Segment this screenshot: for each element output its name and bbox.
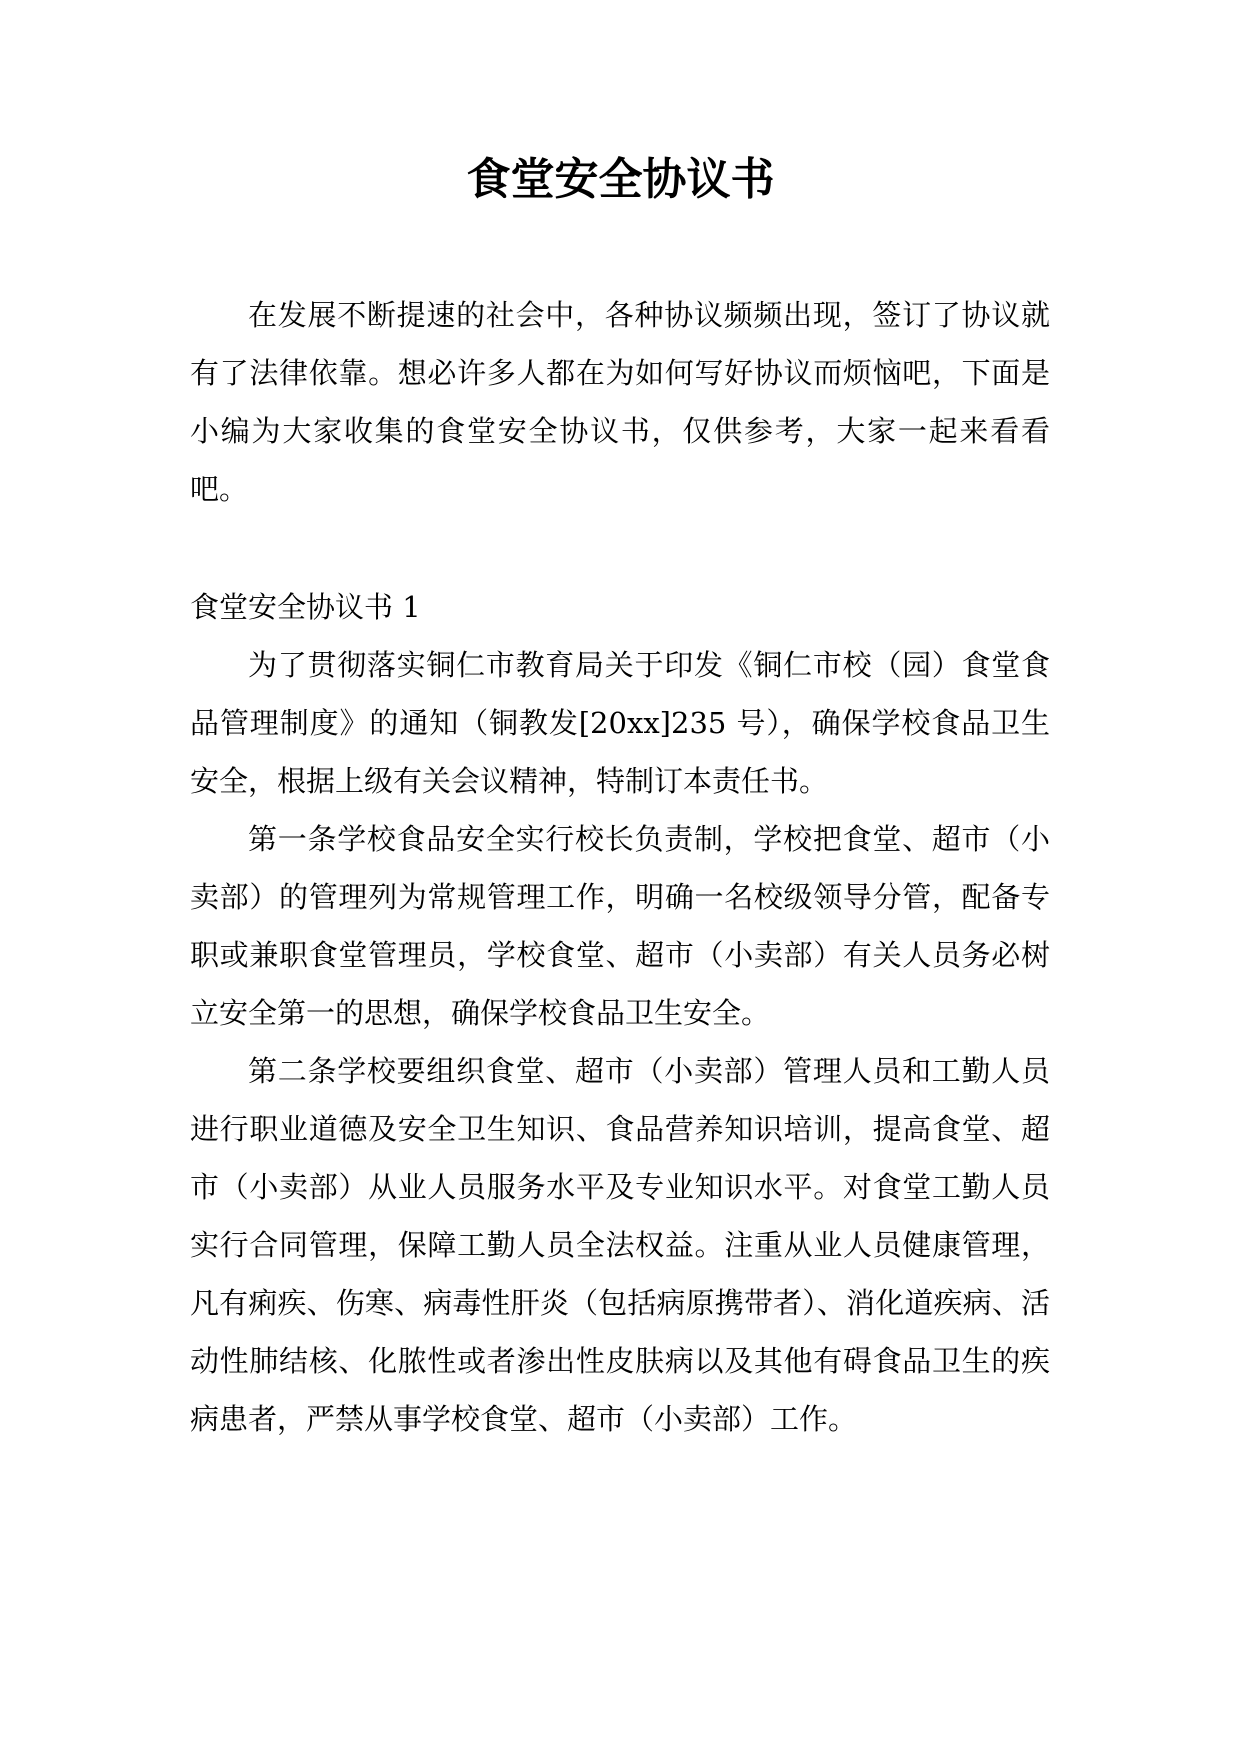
section-heading: 食堂安全协议书 1 (190, 590, 421, 624)
paragraph-article-1: 第一条学校食品安全实行校长负责制，学校把食堂、超市（小卖部）的管理列为常规管理工作，明确一名校级领导分管，配备专职或兼职食堂管理员，学校食堂、超市（小卖部）有关人员务必树立安全第一的思想，确保学校食品卫生安全。 (190, 822, 1050, 1030)
paragraph-article-2: 第二条学校要组织食堂、超市（小卖部）管理人员和工勤人员进行职业道德及安全卫生知识、食品营养知识培训，提高食堂、超市（小卖部）从业人员服务水平及专业知识水平。对食堂工勤人员实行合同管理，保障工勤人员全法权益。注重从业人员健康管理，凡有痢疾、伤寒、病毒性肝炎（包括病原携带者）、消化道疾病、活动性肺结核、化脓性或者渗出性皮肤病以及其他有碍食品卫生的疾病患者，严禁从事学校食堂、超市（小卖部）工作。 (190, 1054, 1050, 1436)
section-body (190, 636, 1050, 1448)
intro-paragraph: 在发展不断提速的社会中，各种协议频频出现，签订了协议就有了法律依靠。想必许多人都在为如何写好协议而烦恼吧，下面是小编为大家收集的食堂安全协议书，仅供参考，大家一起来看看吧。 (190, 298, 1050, 506)
document-title: 食堂安全协议书 (466, 154, 775, 205)
paragraph-purpose: 为了贯彻落实铜仁市教育局关于印发《铜仁市校（园）食堂食品管理制度》的通知（铜教发[20xx]235 号），确保学校食品卫生安全，根据上级有关会议精神，特制订本责任书。 (190, 648, 1050, 798)
